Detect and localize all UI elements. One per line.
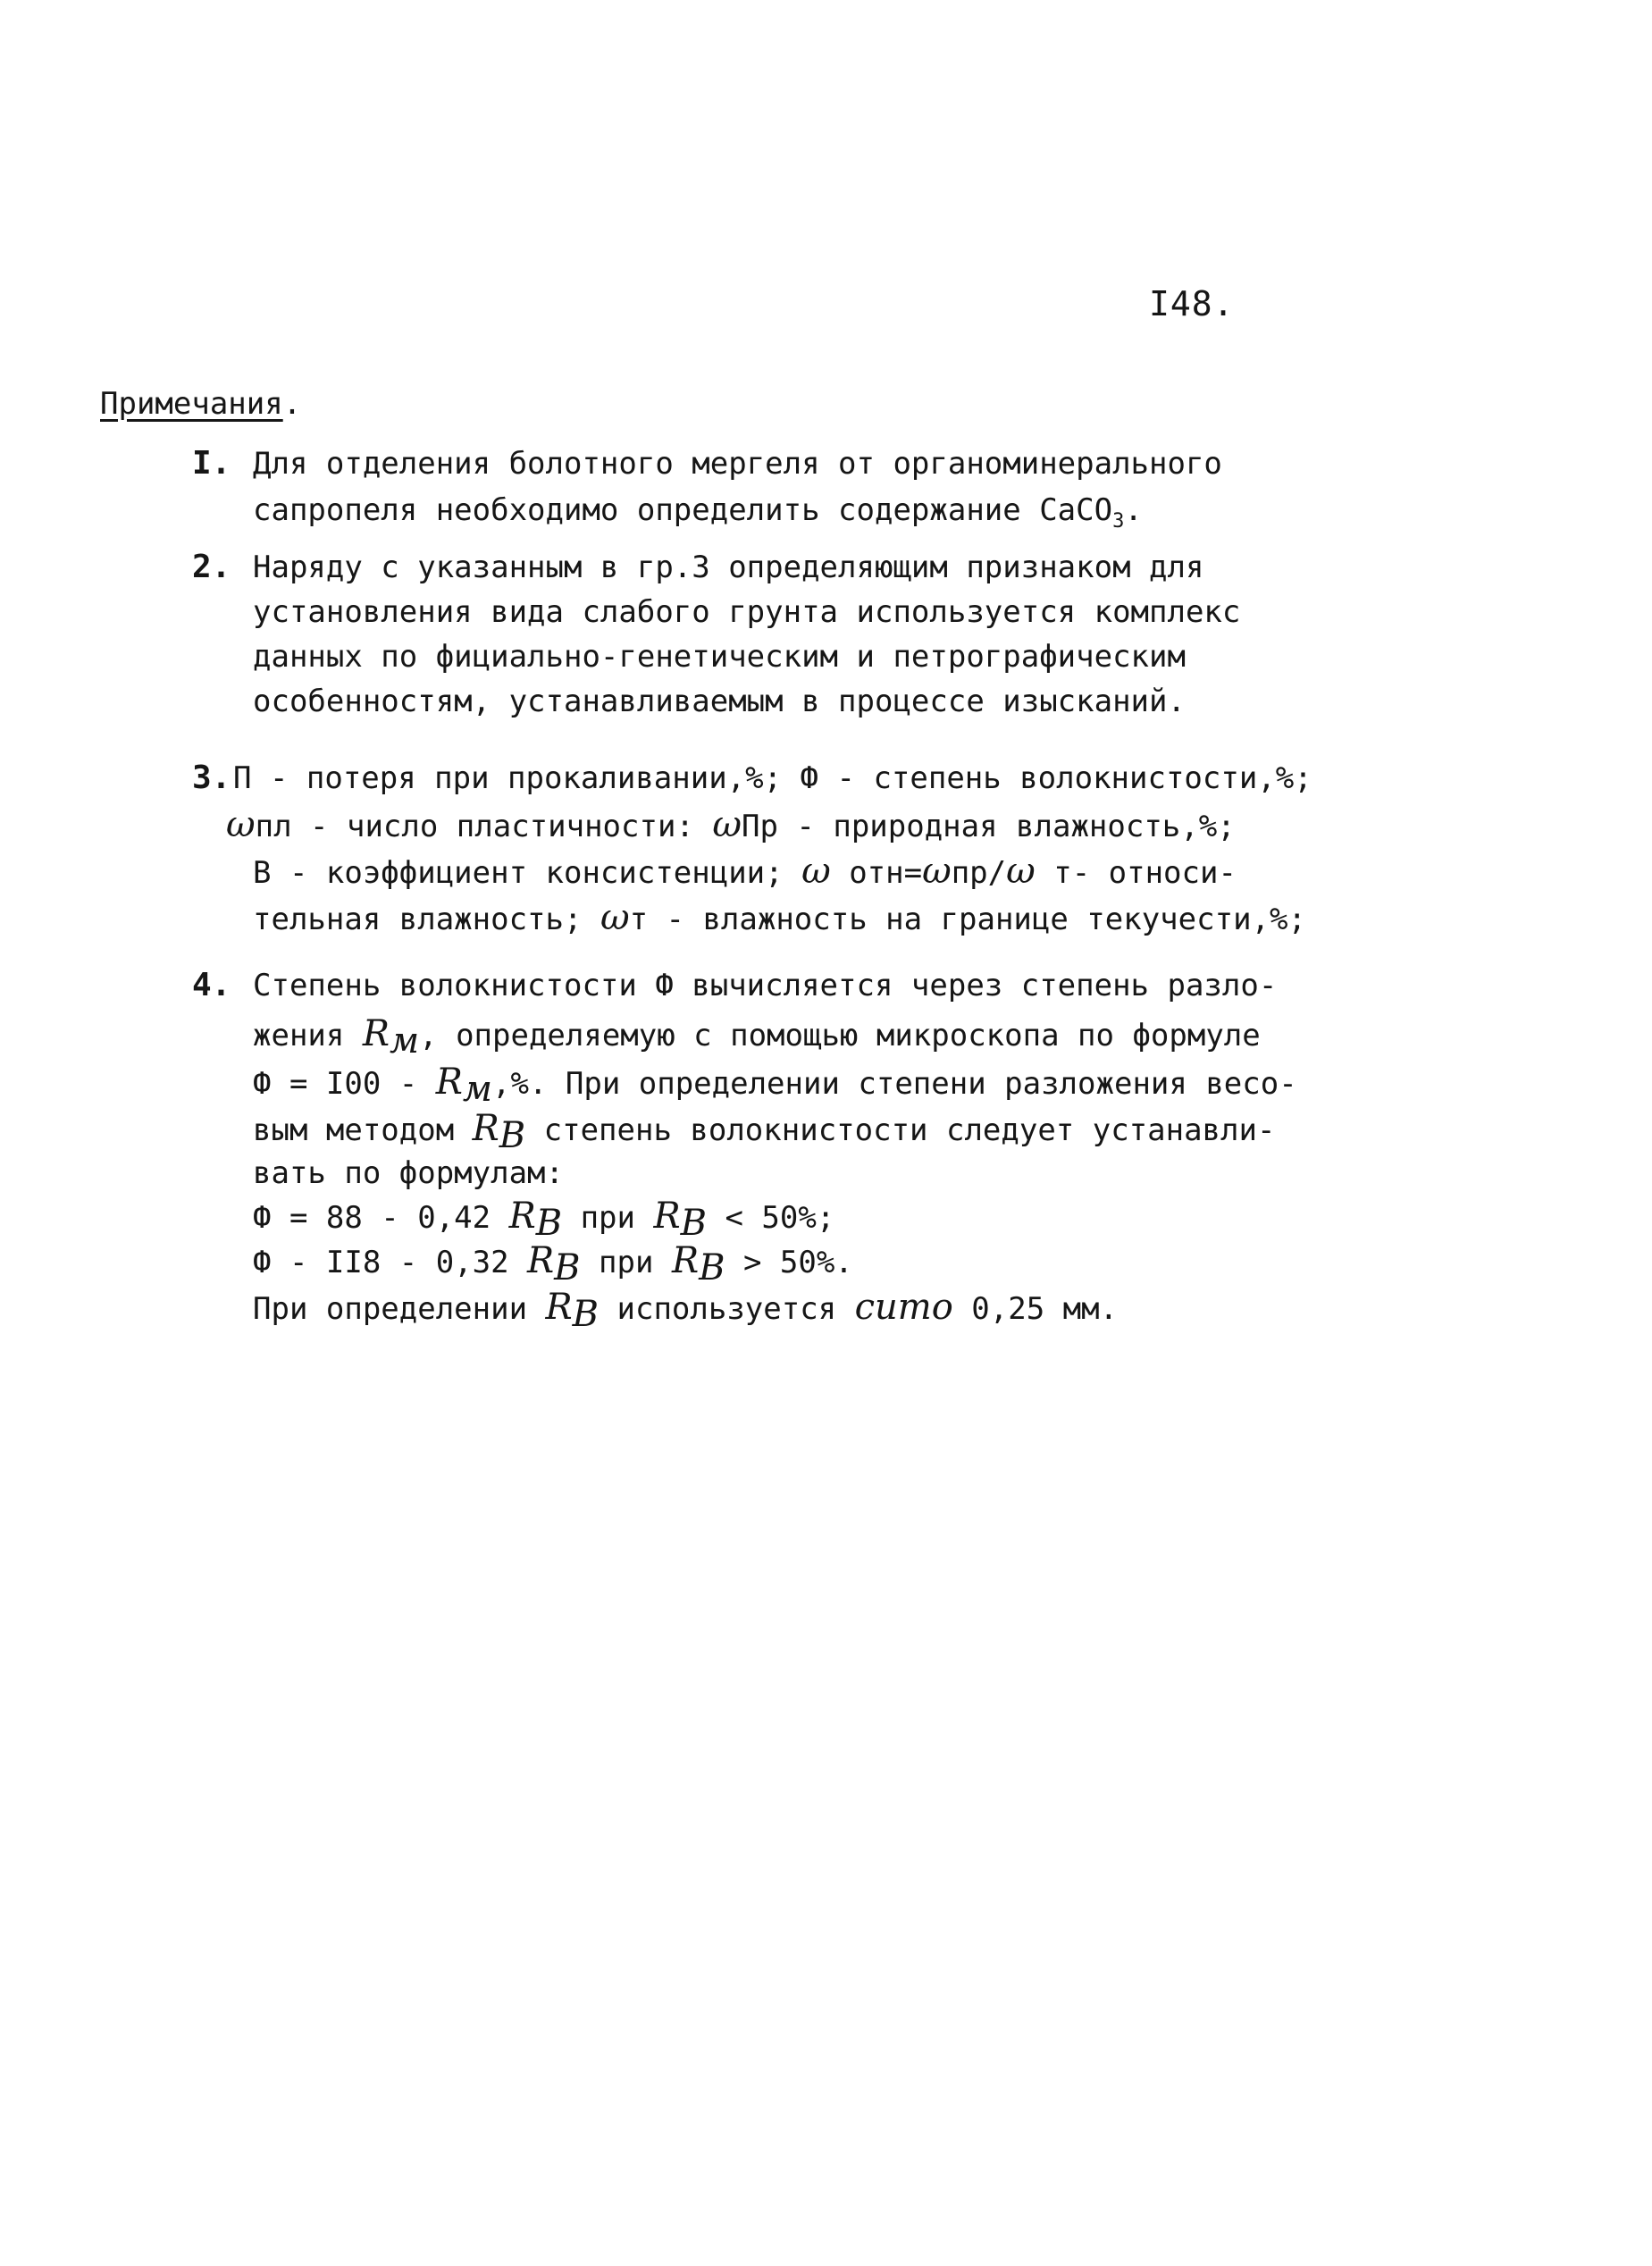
note-line: вать по формулам: xyxy=(253,1155,564,1191)
note-line: П - потеря при прокаливании,%; Ф - степень волокнистости,%; xyxy=(233,760,1312,796)
notes-heading xyxy=(100,386,301,422)
note-line: Наряду с указанным в гр.3 определяющим признаком для xyxy=(253,550,1204,585)
note-line: Ф - II8 - 0,32 $R_В$ при $R_В > 50\%$. xyxy=(253,1240,853,1288)
note-line: ωпл - число пластичности: ωПр - природная влажность,%; xyxy=(226,804,1236,845)
note-line: тельная влажность; ωт - влажность на границе текучести,%; xyxy=(253,897,1306,938)
note-line: данных по фициально-генетическим и петрографическим xyxy=(253,639,1186,675)
note-line: Ф = 88 - 0,42 $R_В$ при $R_В < 50\%$; xyxy=(253,1196,835,1244)
note-line: особенностям, устанавливаемым в процессе изысканий. xyxy=(253,684,1186,719)
note-number: 3. xyxy=(192,760,231,796)
notes-heading-period: . xyxy=(282,386,302,422)
note-number: I. xyxy=(192,445,231,482)
note-number: 4. xyxy=(192,967,231,1003)
note-line: Для отделения болотного мергеля от органоминерального xyxy=(253,446,1222,482)
notes-heading-text: Примечания xyxy=(100,386,283,422)
note-line: Степень волокнистости Ф вычисляется через степень разло- xyxy=(253,968,1278,1003)
page-number: I48. xyxy=(1149,284,1235,323)
note-line: установления вида слабого грунта используется комплекс xyxy=(253,594,1241,630)
note-line: вым методом $R_В$ степень волокнистости следует устанавли- xyxy=(253,1108,1276,1156)
note-line: $Ф = I00 - R_м,\%$. При определении степени разложения весо- xyxy=(253,1062,1297,1110)
note-line: жения $R_м$, определяемую с помощью микроскопа по формуле xyxy=(253,1013,1261,1062)
note-number: 2. xyxy=(192,549,231,585)
note-line: В - коэффициент консистенции; ω отн=ωпр/ω т- относи- xyxy=(253,851,1237,892)
note-line: сапропеля необходимо определить содержание CaCO$_3$. xyxy=(253,492,1143,533)
note-line: При определении $R_В$ используется сито 0,25 мм. xyxy=(253,1287,1119,1335)
